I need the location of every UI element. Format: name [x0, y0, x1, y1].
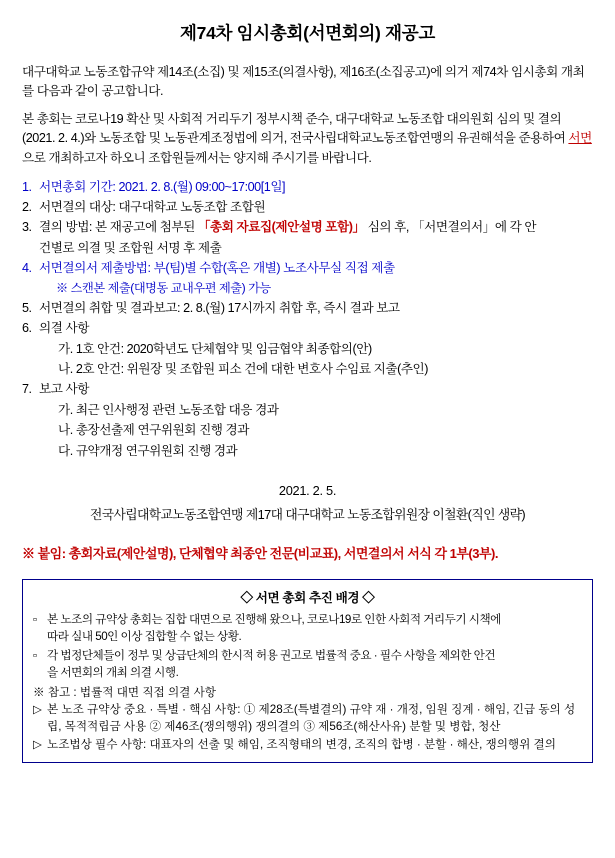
background-item-2 — [33, 647, 582, 682]
list-item-7 — [22, 379, 593, 461]
background-sub-1-line2: 동의 성립, 목적적립금 사용 ② 제46조(쟁의행위) 쟁의결의 ③ 제56조(해산사유) 분할 및 병합, 청산 — [47, 703, 576, 734]
organization-signature: 전국사립대학교노동조합연맹 제17대 대구대학교 노동조합위원장 이철환(직인 생략) — [89, 507, 526, 523]
list-item-1-value: 2021. 2. 8.(월) 09:00~17:00[1일] — [118, 179, 286, 194]
paragraph-1: 대구대학교 노동조합규약 제14조(소집) 및 제15조(의결사항), 제16조(소집공고)에 의거 제74차 임시총회 개최를 다음과 같이 공고합니다. — [22, 65, 585, 99]
list-item-7-label: 보고 사항 — [39, 382, 89, 397]
list-item-6-label: 의결 사항 — [39, 321, 89, 336]
background-sub-2-text: 노조법상 필수 사항: 대표자의 선출 및 해임, 조직형태의 변경, 조직의 합병 · 분할 · 해산, 쟁의행위 결의 — [47, 737, 556, 751]
list-item-4-number: 4. — [22, 261, 32, 276]
list-item-3 — [22, 217, 593, 258]
background-box-title: ◇ 서면 총회 추진 배경 ◇ — [240, 591, 375, 606]
background-item-1-line1: 본 노조의 규약상 총회는 집합 대면으로 진행해 왔으나, 코로나19로 인한 사회적 거리두기 시책에 — [47, 613, 501, 627]
list-item-6-number: 6. — [22, 321, 32, 336]
background-item-2-line2: 을 서면회의 개최 의결 시행. — [47, 666, 179, 680]
list-item-1-number: 1. — [22, 179, 32, 194]
list-item-3-label: 결의 방법: — [39, 220, 92, 235]
background-list — [33, 611, 582, 682]
paragraph-2-link[interactable]: 서면 — [568, 131, 592, 146]
list-item-3-number: 3. — [22, 220, 32, 235]
list-item-1 — [22, 177, 593, 197]
list-item-6 — [22, 318, 593, 379]
list-item-2 — [22, 197, 593, 217]
list-item-5 — [22, 298, 593, 318]
list-item-4-value: 부(팀)별 수합(혹은 개별) 노조사무실 직접 제출 — [153, 261, 395, 276]
list-item-7-sub-1: 가. 최근 인사행정 관련 노동조합 대응 경과 — [58, 402, 279, 417]
announcement-list — [22, 177, 593, 461]
page-title: 제74차 임시총회(서면회의) 재공고 — [180, 23, 435, 43]
list-item-2-value: 대구대학교 노동조합 조합원 — [118, 200, 266, 215]
paragraph-2-text-tail: 으로 개최하고자 하오니 조합원들께서는 양지해 주시기를 바랍니다. — [22, 150, 372, 165]
list-item-3-value-line2: 건별로 의결 및 조합원 서명 후 제출 — [39, 240, 222, 255]
background-item-2-line1: 각 법정단체들이 정부 및 상급단체의 한시적 허용 권고로 법률적 중요 · 필수 사항을 제외한 안건 — [47, 648, 496, 662]
list-item-5-value: 2. 8.(월) 17시까지 취합 후, 즉시 결과 보고 — [183, 300, 400, 315]
list-item-7-sub-3: 다. 규약개정 연구위원회 진행 경과 — [58, 443, 238, 458]
list-item-4 — [22, 258, 593, 298]
list-item-7-sub-2: 나. 총장선출제 연구위원회 진행 경과 — [58, 423, 249, 438]
square-bullet-icon: ▫ — [33, 648, 37, 662]
background-note-label: ※ 참고 : — [33, 685, 77, 699]
attachment-note: ※ 붙임: 총회자료(제안설명), 단체협약 최종안 전문(비교표), 서면결의서 서식 각 1부(3부). — [22, 546, 498, 562]
list-item-6-sub-2: 나. 2호 안건: 위원장 및 조합원 피소 건에 대한 변호사 수임료 지출(추인) — [58, 362, 428, 377]
list-item-2-number: 2. — [22, 200, 32, 215]
list-item-4-label: 서면결의서 제출방법: — [39, 261, 151, 276]
background-item-1-line2: 따라 실내 50인 이상 집합할 수 없는 상황. — [47, 630, 242, 644]
list-item-5-label: 서면결의 취합 및 결과보고: — [39, 300, 181, 315]
triangle-bullet-icon: ▷ — [33, 737, 42, 751]
square-bullet-icon: ▫ — [33, 613, 37, 627]
background-box — [22, 579, 593, 763]
background-sub-1 — [33, 701, 582, 736]
paragraph-2-text: 본 총회는 코로나19 확산 및 사회적 거리두기 정부시책 준수, 대구대학교 노동조합 대의원회 심의 및 결의(2021. 2. 4.)와 노동조합 및 노동관계조정법에 의거, 전국사립대학교노동조합연맹의 유권해석을 준용하여 — [22, 112, 569, 146]
list-item-3-document-link[interactable]: 「총회 자료집(제안설명 포함)」 — [197, 220, 365, 235]
list-item-1-label: 서면총회 기간: — [39, 179, 116, 194]
list-item-4-note: ※ 스캔본 제출(대명동 교내우편 제출) 가능 — [56, 280, 271, 295]
list-item-5-number: 5. — [22, 300, 32, 315]
list-item-3-value-pre: 본 재공고에 첨부된 — [95, 220, 198, 235]
background-item-1 — [33, 611, 582, 646]
list-item-3-value-mid: 심의 후, 「서면결의서」에 각 안 — [364, 220, 537, 235]
list-item-6-sub-1: 가. 1호 안건: 2020학년도 단체협약 및 임금협약 최종합의(안) — [58, 341, 372, 356]
triangle-bullet-icon: ▷ — [33, 703, 42, 716]
background-sub-2 — [33, 736, 582, 753]
background-note — [33, 684, 582, 701]
background-note-text: 법률적 대면 직접 의결 사항 — [79, 685, 216, 699]
background-sub-1-line1: 본 노조 규약상 중요 · 특별 · 핵심 사항: ① 제28조(특별결의) 규약 재 · 개정, 임원 징계 · 해임, 긴급 — [47, 703, 536, 716]
list-item-2-label: 서면결의 대상: — [39, 200, 116, 215]
paragraph-2 — [22, 110, 593, 167]
date-line: 2021. 2. 5. — [278, 483, 337, 499]
list-item-7-number: 7. — [22, 382, 32, 397]
